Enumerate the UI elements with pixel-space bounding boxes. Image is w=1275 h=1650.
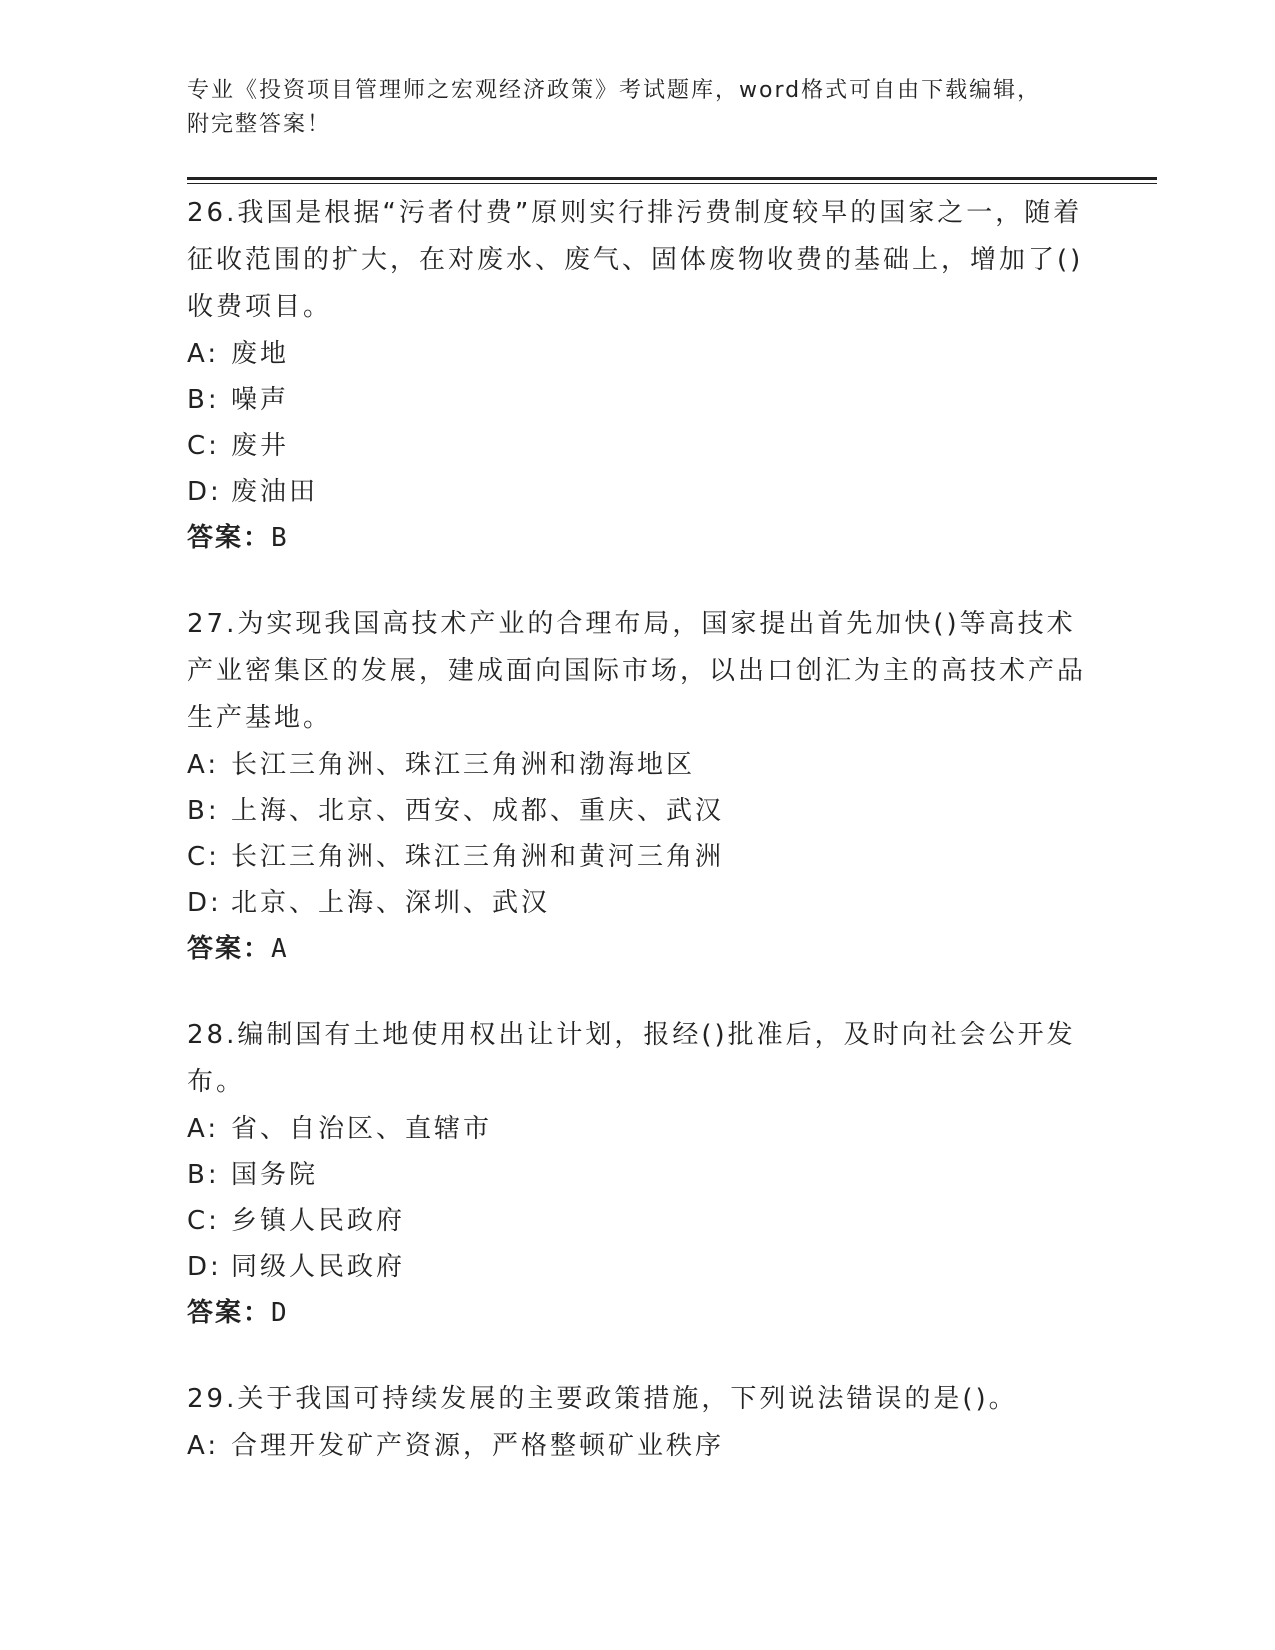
option-text: 北京、上海、深圳、武汉 xyxy=(231,888,551,918)
option-letter: D: xyxy=(187,1252,222,1282)
option-letter: A: xyxy=(187,339,220,369)
option-text: 上海、北京、西安、成都、重庆、武汉 xyxy=(231,796,725,826)
option-c xyxy=(187,423,1087,469)
option-text: 废地 xyxy=(231,339,290,369)
option-letter: C: xyxy=(187,431,220,461)
option-text: 噪声 xyxy=(231,385,290,415)
answer-line xyxy=(187,1290,1087,1336)
question-text: 28.编制国有土地使用权出让计划，报经()批准后，及时向社会公开发布。 xyxy=(187,1020,1076,1097)
option-text: 国务院 xyxy=(231,1160,319,1190)
header-divider-thick xyxy=(187,177,1157,180)
answer-label: 答案： xyxy=(187,1298,272,1328)
option-text: 长江三角洲、珠江三角洲和渤海地区 xyxy=(231,750,696,780)
question-spacer xyxy=(187,972,1087,1012)
answer-line xyxy=(187,515,1087,561)
option-d xyxy=(187,469,1087,515)
question-26 xyxy=(187,190,1087,561)
option-letter: B: xyxy=(187,1160,220,1190)
header-divider-thin xyxy=(187,183,1157,184)
answer-value: B xyxy=(271,523,289,553)
option-text: 同级人民政府 xyxy=(231,1252,406,1282)
question-text: 26.我国是根据“污者付费”原则实行排污费制度较早的国家之一，随着征收范围的扩大，在对废水、废气、固体废物收费的基础上，增加了()收费项目。 xyxy=(187,198,1084,322)
option-text: 废油田 xyxy=(231,477,319,507)
option-letter: B: xyxy=(187,796,220,826)
question-text: 27.为实现我国高技术产业的合理布局，国家提出首先加快()等高技术产业密集区的发展，建成面向国际市场，以出口创汇为主的高技术产品生产基地。 xyxy=(187,609,1087,733)
answer-value: D xyxy=(271,1298,289,1328)
option-letter: A: xyxy=(187,1431,220,1461)
question-spacer xyxy=(187,1336,1087,1376)
option-text: 合理开发矿产资源，严格整顿矿业秩序 xyxy=(231,1431,725,1461)
option-a xyxy=(187,1423,1087,1469)
answer-value: A xyxy=(271,934,289,964)
option-text: 乡镇人民政府 xyxy=(231,1206,406,1236)
header-line-1: 专业《投资项目管理师之宏观经济政策》考试题库，word格式可自由下载编辑， xyxy=(187,78,1042,103)
option-text: 长江三角洲、珠江三角洲和黄河三角洲 xyxy=(231,842,725,872)
option-letter: B: xyxy=(187,385,220,415)
option-letter: C: xyxy=(187,842,220,872)
option-letter: A: xyxy=(187,1114,220,1144)
header-line-2: 附完整答案！ xyxy=(187,112,332,137)
option-a xyxy=(187,742,1087,788)
option-b xyxy=(187,1152,1087,1198)
option-text: 省、自治区、直辖市 xyxy=(231,1114,493,1144)
answer-line xyxy=(187,926,1087,972)
option-letter: D: xyxy=(187,477,222,507)
option-a xyxy=(187,1106,1087,1152)
option-d xyxy=(187,1244,1087,1290)
question-spacer xyxy=(187,561,1087,601)
option-text: 废井 xyxy=(231,431,290,461)
option-d xyxy=(187,880,1087,926)
question-text: 29.关于我国可持续发展的主要政策措施，下列说法错误的是()。 xyxy=(187,1384,1018,1414)
option-letter: A: xyxy=(187,750,220,780)
option-b xyxy=(187,788,1087,834)
question-28 xyxy=(187,1012,1087,1336)
option-a xyxy=(187,331,1087,377)
question-27 xyxy=(187,601,1087,972)
document-header xyxy=(187,74,1087,142)
answer-label: 答案： xyxy=(187,523,272,553)
option-letter: D: xyxy=(187,888,222,918)
answer-label: 答案： xyxy=(187,934,272,964)
option-c xyxy=(187,1198,1087,1244)
option-b xyxy=(187,377,1087,423)
question-list xyxy=(187,190,1087,1469)
option-c xyxy=(187,834,1087,880)
option-letter: C: xyxy=(187,1206,220,1236)
question-29 xyxy=(187,1376,1087,1469)
